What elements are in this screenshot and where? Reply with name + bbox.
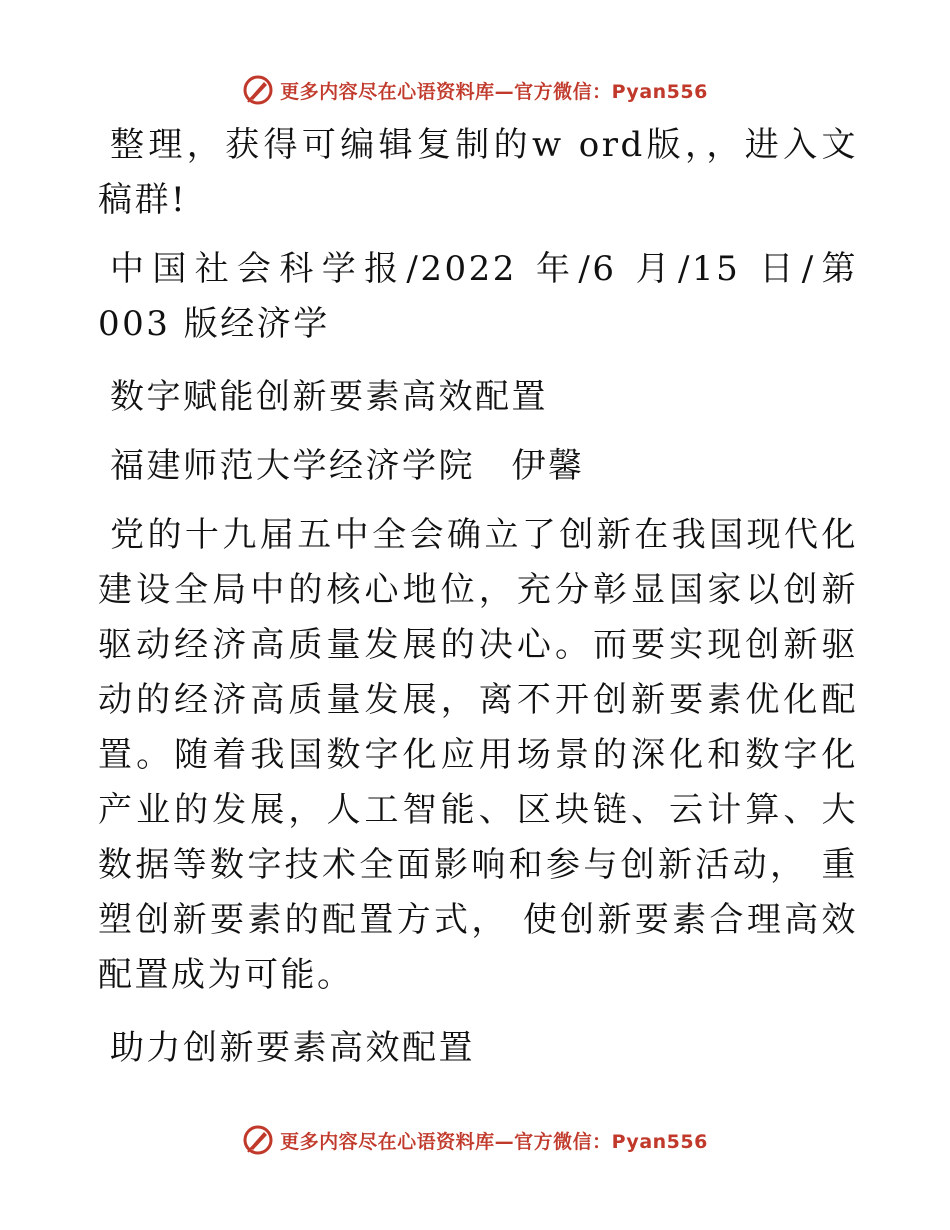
watermark-text: 更多内容尽在心语资料库—官方微信：Pyan556 xyxy=(280,1130,708,1153)
source-line: 中国社会科学报/2022 年/6 月/15 日/第 003 版经济学 xyxy=(98,249,858,344)
document-body xyxy=(98,118,858,1076)
section-subheading: 助力创新要素高效配置 xyxy=(110,1028,475,1068)
watermark-text: 更多内容尽在心语资料库—官方微信：Pyan556 xyxy=(280,80,708,103)
body-paragraph: 党的十九届五中全会确立了创新在我国现代化建设全局中的核心地位，充分彰显国家以创新驱动经济高质量发展的决心。而要实现创新驱动的经济高质量发展，离不开创新要素优化配置。随着我国数字化应用场景的深化和数字化产业的发展，人工智能、区块链、云计算、大数据等数字技术全面影响和参与创新活动， 重塑创新要素的配置方式， 使创新要素合理高效配置成为可能。 xyxy=(98,515,858,995)
intro-paragraph: 整理，获得可编辑复制的w ord版，，进入文稿群! xyxy=(98,125,858,220)
footer-watermark xyxy=(0,1120,950,1160)
quill-logo-icon xyxy=(242,1124,274,1156)
article-title: 数字赋能创新要素高效配置 xyxy=(110,377,548,417)
header-watermark xyxy=(0,70,950,110)
author-line: 福建师范大学经济学院 伊馨 xyxy=(110,446,585,486)
quill-logo-icon xyxy=(242,74,274,106)
